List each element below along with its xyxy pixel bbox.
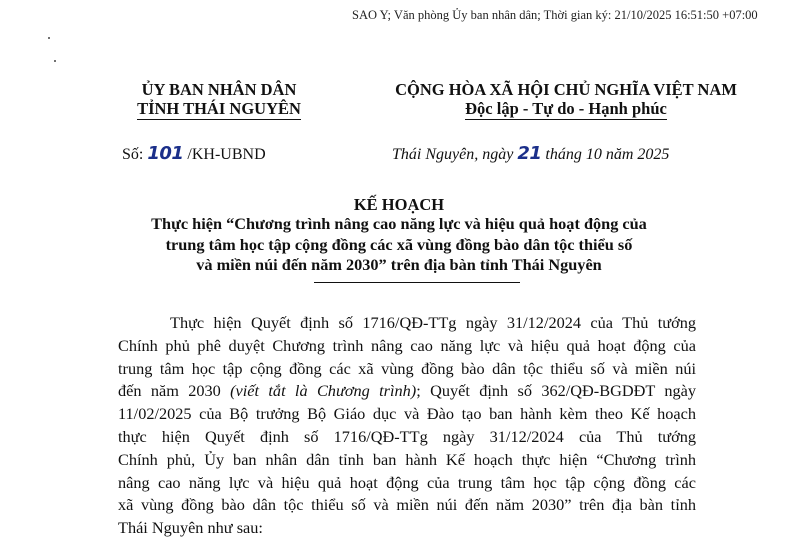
paragraph-text: đến năm 2030 — [118, 381, 221, 401]
paragraph-line: thực hiện Quyết định số 1716/QĐ-TTg ngày 31/12/2024 của Thủ tướng — [118, 426, 696, 446]
national-header — [342, 80, 790, 120]
paragraph-line: Chính phủ, Ủy ban nhân dân tỉnh ban hành Kế hoạch thực hiện “Chương trình — [118, 449, 696, 469]
scan-speck — [54, 60, 56, 62]
document-number — [122, 143, 266, 164]
document-title: KẾ HOẠCH — [353, 195, 445, 214]
title-underline — [314, 282, 520, 283]
date-suffix: tháng 10 năm 2025 — [545, 146, 670, 163]
subtitle-line: và miền núi đến năm 2030” trên địa bàn tỉnh Thái Nguyên — [196, 255, 602, 274]
subtitle-line: trung tâm học tập cộng đồng các xã vùng đồng bào dân tộc thiểu số — [165, 234, 633, 254]
paragraph-line: nâng cao năng lực và hiệu quả hoạt động của trung tâm học tập cộng đồng các — [118, 472, 696, 492]
issuer-line-1: ỦY BAN NHÂN DÂN — [141, 80, 297, 99]
scan-speck — [48, 37, 50, 39]
paragraph-line: xã vùng đồng bào dân tộc thiểu số và miền núi đến năm 2030” trên địa bàn tỉnh — [118, 495, 696, 515]
paragraph-line: Thực hiện Quyết định số 1716/QĐ-TTg ngày 31/12/2024 của Thủ tướng — [170, 313, 696, 332]
issuing-authority — [110, 80, 328, 120]
doc-number-handwritten: 101 — [147, 143, 184, 164]
paragraph-italic-note: (viết tắt là Chương trình) — [230, 381, 417, 401]
subtitle-line: Thực hiện “Chương trình nâng cao năng lực và hiệu quả hoạt động của — [151, 214, 647, 233]
paragraph-line — [118, 380, 696, 403]
paragraph-text: ; Quyết định số 362/QĐ-BGDĐT ngày — [416, 381, 696, 401]
date-prefix: Thái Nguyên, ngày — [392, 146, 514, 163]
paragraph-line: Chính phủ phê duyệt Chương trình nâng cao năng lực và hiệu quả hoạt động của — [118, 335, 696, 355]
paragraph-line: 11/02/2025 của Bộ trưởng Bộ Giáo dục và Đào tạo ban hành kèm theo Kế hoạch — [118, 404, 696, 424]
doc-number-suffix: /KH-UBND — [187, 146, 266, 163]
document-subtitle — [90, 214, 708, 276]
paragraph-line: trung tâm học tập cộng đồng các xã vùng đồng bào dân tộc thiểu số và miền núi — [118, 358, 696, 378]
issuer-line-2: TỈNH THÁI NGUYÊN — [137, 99, 301, 118]
digital-signature-stamp: SAO Y; Văn phòng Ủy ban nhân dân; Thời gian ký: 21/10/2025 16:51:50 +07:00 — [352, 8, 758, 22]
paragraph-line: Thái Nguyên như sau: — [118, 518, 263, 538]
body-paragraph — [118, 312, 696, 540]
national-title: CỘNG HÒA XÃ HỘI CHỦ NGHĨA VIỆT NAM — [395, 80, 737, 99]
doc-number-prefix: Số: — [122, 146, 144, 163]
national-motto: Độc lập - Tự do - Hạnh phúc — [465, 99, 667, 118]
date-day-handwritten: 21 — [517, 143, 542, 164]
document-date — [392, 143, 669, 164]
